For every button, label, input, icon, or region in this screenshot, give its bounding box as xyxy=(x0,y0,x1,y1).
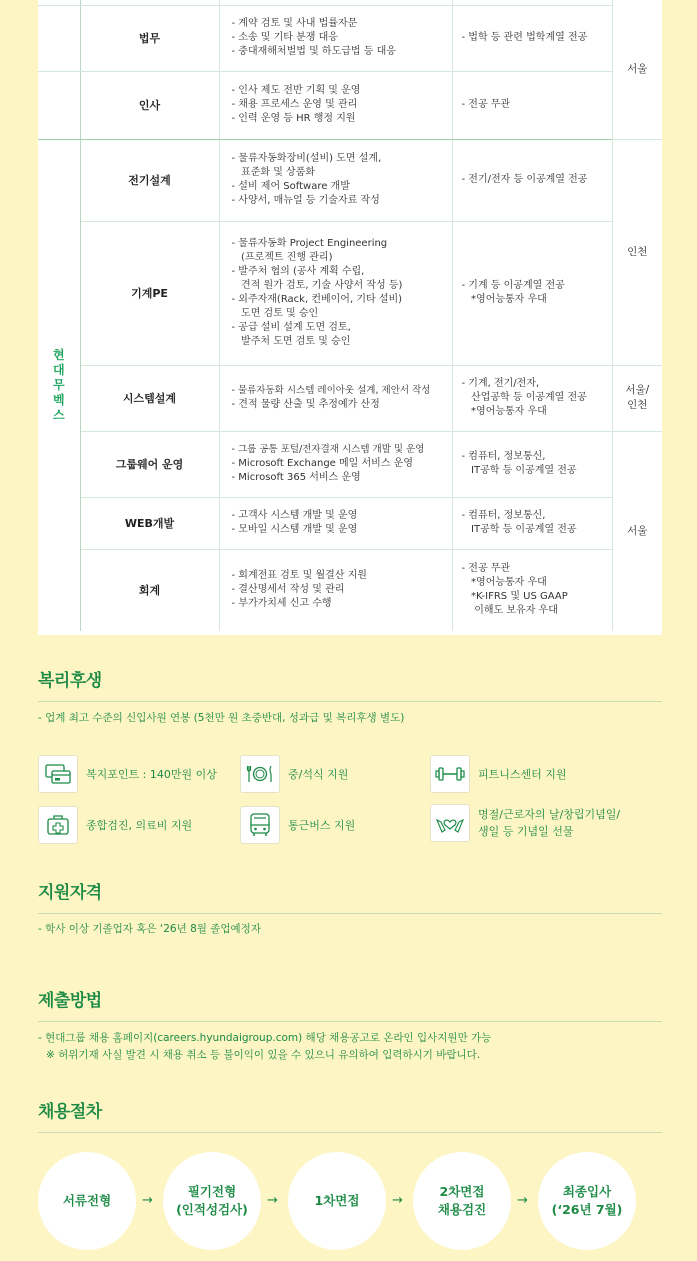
requirement-list: - 기계, 전기/전자, 산업공학 등 이공계열 전공 *영어능통자 우대 xyxy=(452,365,612,431)
requirement-list: - 전기/전자 등 이공계열 전공 xyxy=(452,139,612,221)
location-cell: 서울 xyxy=(627,524,648,537)
divider xyxy=(38,1021,662,1022)
duty-list: - 고객사 시스템 개발 및 운영 - 모바일 시스템 개발 및 운영 xyxy=(219,497,452,549)
requirement-list: - 컴퓨터, 정보통신, IT공학 등 이공계열 전공 xyxy=(452,497,612,549)
benefit-item xyxy=(430,804,620,842)
duty-list: - 물류자동화 Project Engineering (프로젝트 진행 관리) - 발주처 협의 (공사 계획 수립, 견적 원가 검토, 기술 사양서 작성 등) - 외주자재(Rack, 컨베이어, 기타 설비) 도면 검토 및 승인 - 공급 설비 설계 도면 검토, 발주처 도면 검토 및 승인 xyxy=(219,221,452,365)
table-row xyxy=(38,497,662,549)
table-row xyxy=(38,431,662,497)
role-label: WEB개발 xyxy=(80,497,219,549)
dumbbell-icon xyxy=(430,755,470,793)
table-row xyxy=(38,549,662,631)
submission-title: 제출방법 xyxy=(38,991,102,1011)
role-label: 전기설계 xyxy=(80,139,219,221)
medical-kit-icon xyxy=(38,806,78,844)
requirement-list: - 컴퓨터, 정보통신, IT공학 등 이공계열 전공 xyxy=(452,431,612,497)
arrow-right-icon: → xyxy=(392,1193,403,1208)
job-table xyxy=(38,0,662,635)
table-row xyxy=(38,71,662,139)
location-cell: 인천 xyxy=(612,139,662,365)
benefits-section xyxy=(38,666,662,727)
benefits-title: 복리후생 xyxy=(38,671,102,691)
benefit-item xyxy=(38,755,217,793)
submission-text: - 현대그룹 채용 홈페이지(careers.hyundaigroup.com) 해당 채용공고로 온라인 입사지원만 가능 xyxy=(38,1032,492,1044)
benefit-item xyxy=(240,755,348,793)
duty-list: - 그룹 공통 포털/전자결재 시스템 개발 및 운영 - Microsoft Exchange 메일 서비스 운영 - Microsoft 365 서비스 운영 xyxy=(219,431,452,497)
process-step: 필기전형 (인적성검사) xyxy=(163,1152,261,1250)
process-step: 1차면접 xyxy=(288,1152,386,1250)
duty-list: - 인사 제도 전반 기획 및 운영 - 채용 프로세스 운영 및 관리 - 인력 운영 등 HR 행정 지원 xyxy=(219,71,452,139)
benefit-label: 통근버스 지원 xyxy=(288,818,356,832)
gift-heart-icon xyxy=(430,804,470,842)
process-step: 최종입사 (‘26년 7월) xyxy=(538,1152,636,1250)
benefit-label: 중/석식 지원 xyxy=(288,767,349,781)
requirement-list: - 법학 등 관련 법학계열 전공 xyxy=(452,5,612,71)
table-row xyxy=(38,5,662,71)
benefit-item xyxy=(430,755,567,793)
process-section xyxy=(38,1097,662,1133)
requirement-list: - 기계 등 이공계열 전공 *영어능통자 우대 xyxy=(452,221,612,365)
benefit-label: 종합검진, 의료비 지원 xyxy=(86,818,193,832)
arrow-right-icon: → xyxy=(267,1193,278,1208)
process-step: 서류전형 xyxy=(38,1152,136,1250)
requirement-list: - 전공 무관 *영어능통자 우대 *K-IFRS 및 US GAAP 이해도 보유자 우대 xyxy=(452,549,612,631)
company-name: 현대무벡스 xyxy=(38,139,80,631)
role-label: 그룹웨어 운영 xyxy=(80,431,219,497)
qualification-title: 지원자격 xyxy=(38,883,102,903)
meal-icon xyxy=(240,755,280,793)
table-row xyxy=(38,221,662,365)
benefits-summary: - 업계 최고 수준의 신입사원 연봉 (5천만 원 초중반대, 성과급 및 복리후생 별도) xyxy=(38,712,405,724)
bus-icon xyxy=(240,806,280,844)
qualification-text: - 학사 이상 기졸업자 혹은 ‘26년 8월 졸업예정자 xyxy=(38,923,261,935)
benefit-label: 명절/근로자의 날/창립기념일/ 생일 등 기념일 선물 xyxy=(478,808,621,838)
duty-list: - 계약 검토 및 사내 법률자문 - 소송 및 기타 분쟁 대응 - 중대재해처벌법 및 하도급법 등 대응 xyxy=(219,5,452,71)
benefit-label: 피트니스센터 지원 xyxy=(478,767,567,781)
role-label: 인사 xyxy=(80,71,219,139)
divider xyxy=(38,1132,662,1133)
qualification-section xyxy=(38,878,662,938)
divider xyxy=(38,701,662,702)
duty-list: - 물류자동화장비(설비) 도면 설계, 표준화 및 상품화 - 설비 제어 Software 개발 - 사양서, 매뉴얼 등 기술자료 작성 xyxy=(219,139,452,221)
process-step: 2차면접 채용검진 xyxy=(413,1152,511,1250)
role-label: 회계 xyxy=(80,549,219,631)
arrow-right-icon: → xyxy=(142,1193,153,1208)
role-label: 법무 xyxy=(80,5,219,71)
duty-list: - 물류자동화 시스템 레이아웃 설계, 제안서 작성 - 견적 물량 산출 및 추정예가 산정 xyxy=(219,365,452,431)
arrow-right-icon: → xyxy=(517,1193,528,1208)
duty-list: - 회계전표 검토 및 월결산 지원 - 결산명세서 작성 및 관리 - 부가가치세 신고 수행 xyxy=(219,549,452,631)
location-cell: 서울 xyxy=(612,0,662,139)
submission-section xyxy=(38,986,662,1064)
table-row xyxy=(38,365,662,431)
benefit-item xyxy=(38,806,192,844)
process-title: 채용절차 xyxy=(38,1102,102,1122)
requirement-list: - 전공 무관 xyxy=(452,71,612,139)
benefit-item xyxy=(240,806,355,844)
role-label: 시스템설계 xyxy=(80,365,219,431)
role-label: 기계PE xyxy=(80,221,219,365)
card-icon xyxy=(38,755,78,793)
table-row xyxy=(38,139,662,221)
submission-note: ※ 허위기재 사실 발견 시 채용 취소 등 불이익이 있을 수 있으니 유의하여 입력하시기 바랍니다. xyxy=(46,1049,481,1061)
location-cell: 서울/ 인천 xyxy=(612,365,662,431)
benefit-label: 복지포인트 : 140만원 이상 xyxy=(86,767,217,781)
divider xyxy=(38,913,662,914)
